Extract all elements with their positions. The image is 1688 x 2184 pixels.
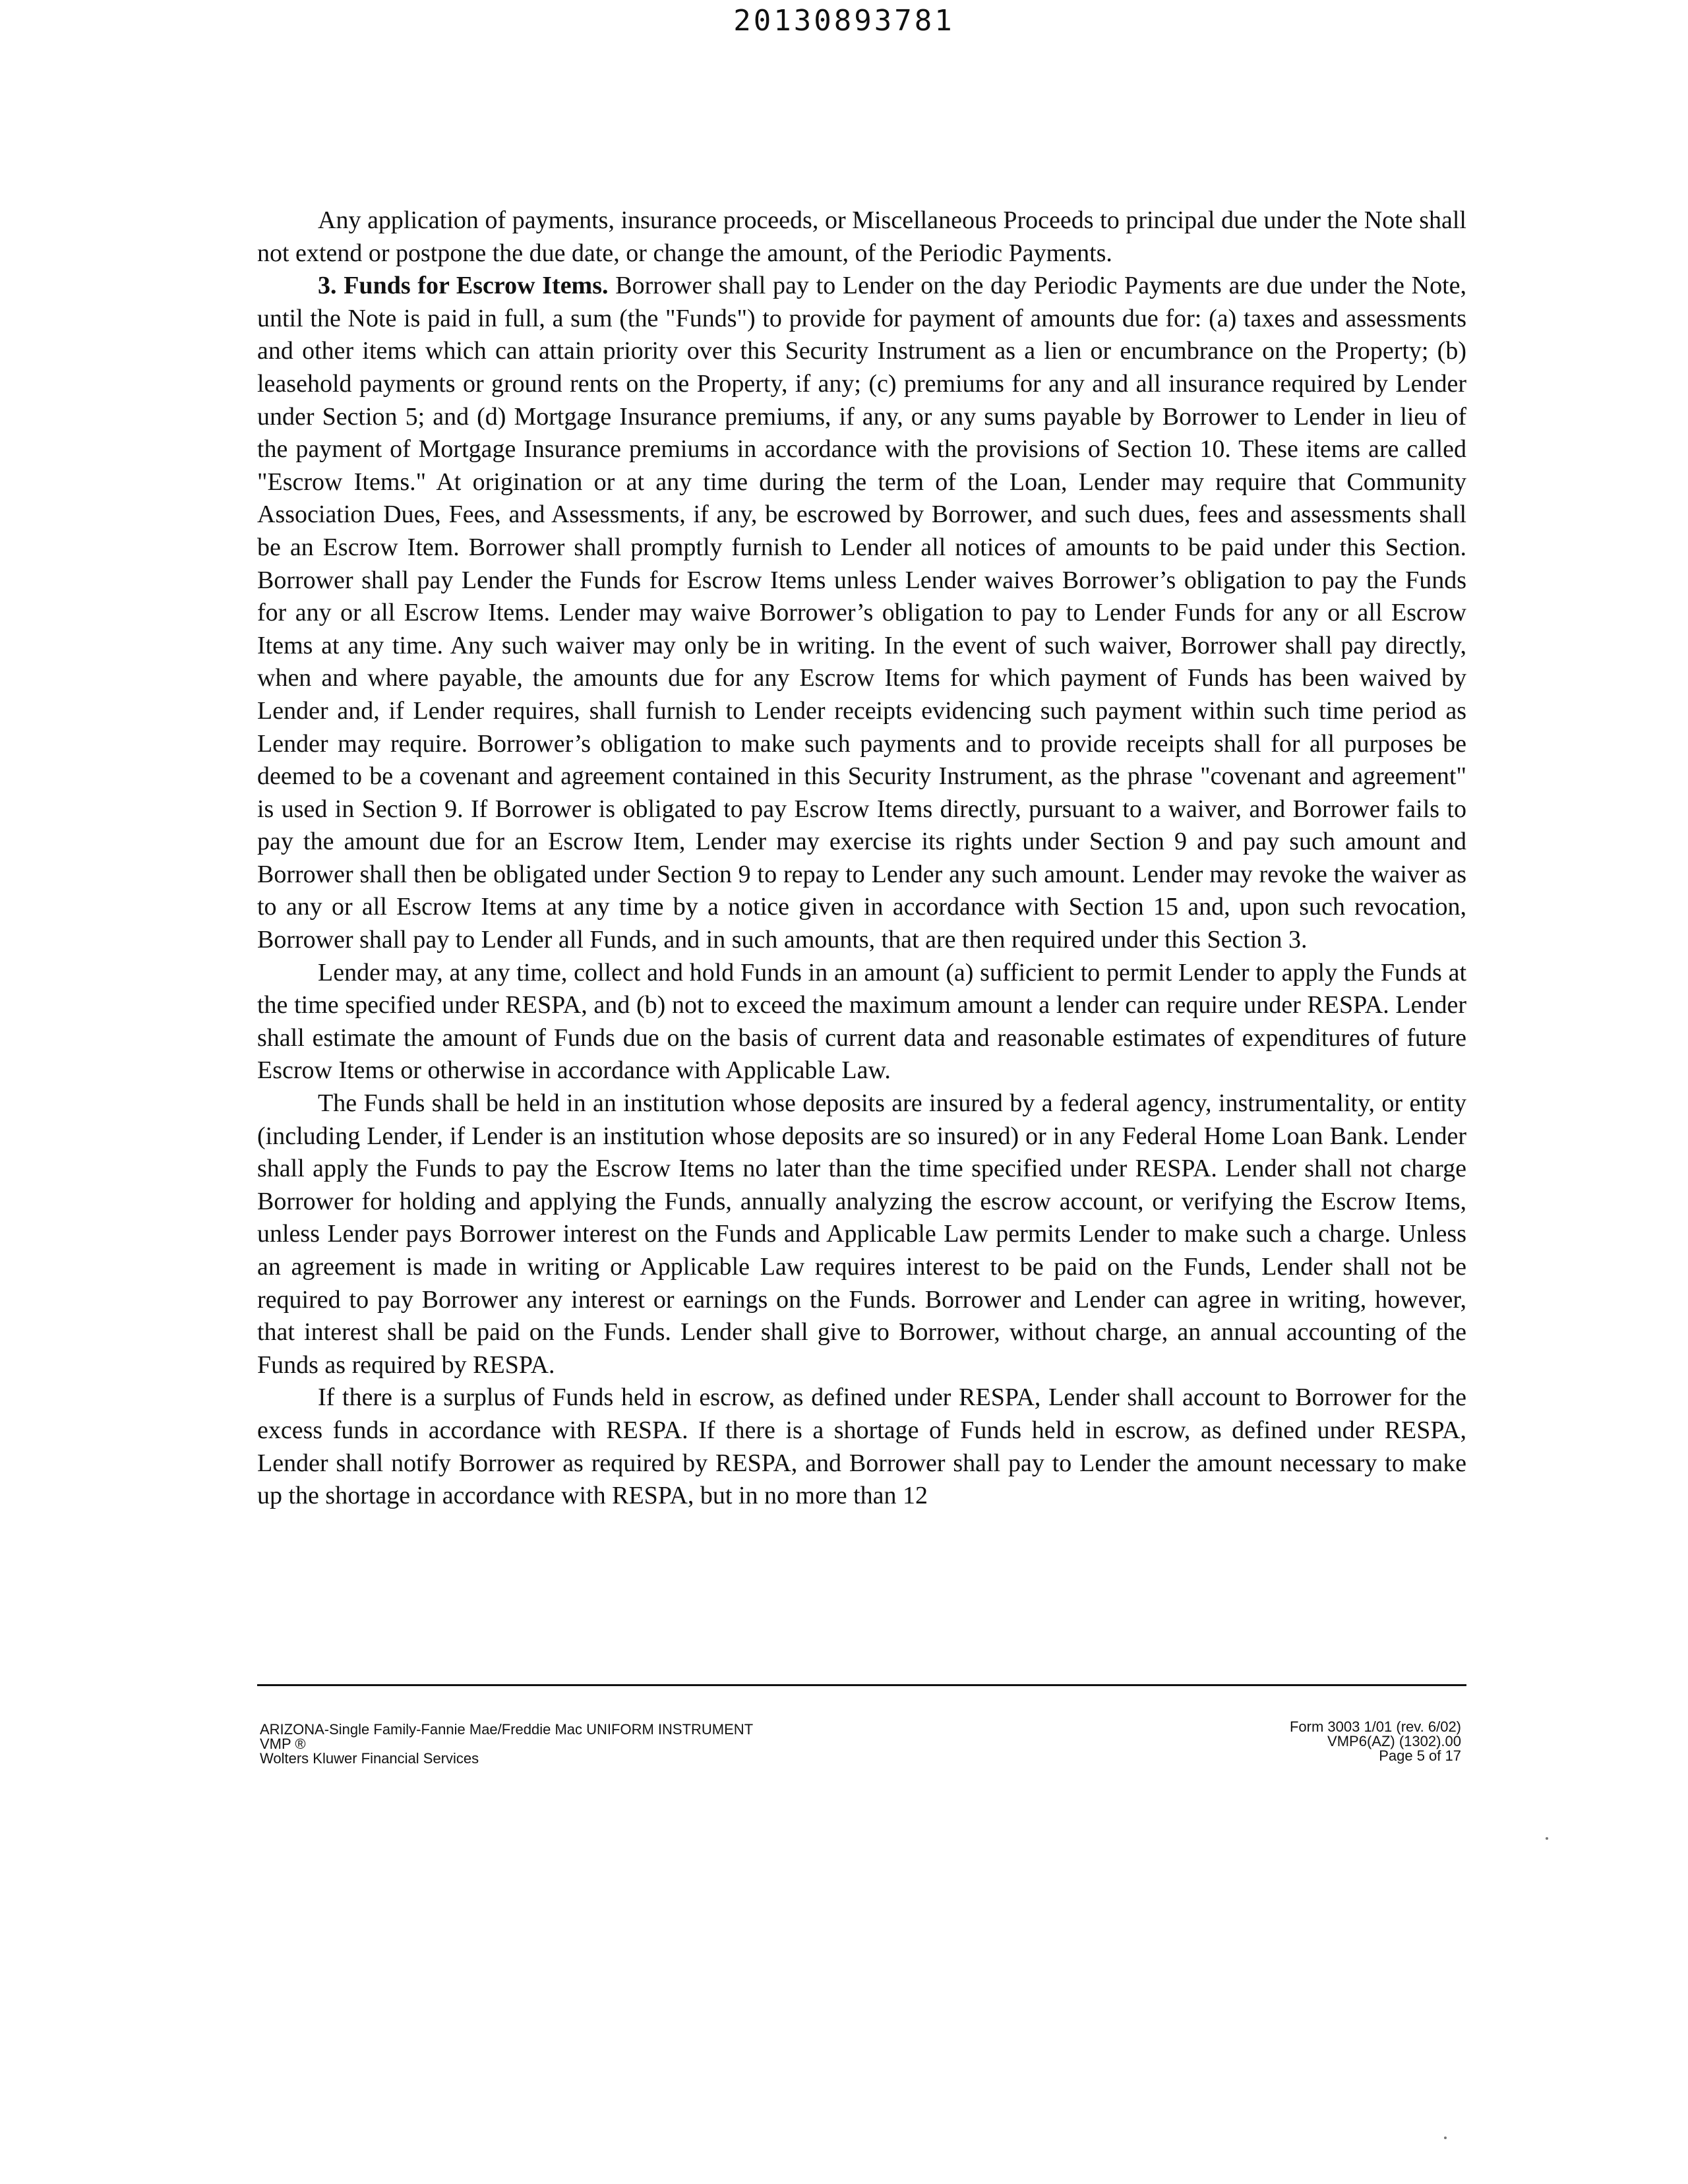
body-text [257, 204, 1466, 1513]
paragraph-application-of-payments: Any application of payments, insurance proceeds, or Miscellaneous Proceeds to principal due under the Note shall not extend or postpone the due date, or change the amount, of the Periodic Payments. [257, 206, 1466, 267]
scan-speck [1444, 2137, 1447, 2139]
footer-page-number: Page 5 of 17 [1379, 1747, 1461, 1764]
section-text-escrow-items: Borrower shall pay to Lender on the day Periodic Payments are due under the Note, until the Note is paid in full, a sum (the "Funds") to provide for payment of amounts due for: (a) taxes and assessments and other items which can attain priority over this Security Instrument as a lien or encumbrance on the Property; (b) leasehold payments or ground rents on the Property, if any; (c) premiums for any and all insurance required by Lender under Section 5; and (d) Mortgage Insurance premiums, if any, or any sums payable by Borrower to Lender in lieu of the payment of Mortgage Insurance premiums in accordance with the provisions of Section 10. These items are called "Escrow Items." At origination or at any time during the term of the Loan, Lender may require that Community Association Dues, Fees, and Assessments, if any, be escrowed by Borrower, and such dues, fees and assessments shall be an Escrow Item. Borrower shall promptly furnish to Lender all notices of amounts to be paid under this Section. Borrower shall pay Lender the Funds for Escrow Items unless Lender waives Borrower’s obligation to pay the Funds for any or all Escrow Items. Lender may waive Borrower’s obligation to pay to Lender Funds for any or all Escrow Items at any time. Any such waiver may only be in writing. In the event of such waiver, Borrower shall pay directly, when and where payable, the amounts due for any Escrow Items for which payment of Funds has been waived by Lender and, if Lender requires, shall furnish to Lender receipts evidencing such payment within such time period as Lender may require. Borrower’s obligation to make such payments and to provide receipts shall for all purposes be deemed to be a covenant and agreement contained in this Security Instrument, as the phrase "covenant and agreement" is used in Section 9. If Borrower is obligated to pay Escrow Items directly, pursuant to a waiver, and Borrower fails to pay the amount due for an Escrow Item, Lender may exercise its rights under Section 9 and pay such amount and Borrower shall then be obligated under Section 9 to repay to Lender any such amount. Lender may revoke the waiver as to any or all Escrow Items at any time by a notice given in accordance with Section 15 and, upon such revocation, Borrower shall pay to Lender all Funds, and in such amounts, that are then required under this Section 3. [257, 272, 1466, 954]
footer-left [260, 1722, 919, 1766]
footer-vmp-mark: VMP ® [260, 1736, 306, 1752]
paragraph-surplus-of-funds: If there is a surplus of Funds held in escrow, as defined under RESPA, Lender shall account to Borrower for the excess funds in accordance with RESPA. If there is a shortage of Funds held in escrow, as defined under RESPA, Lender shall notify Borrower as required by RESPA, and Borrower shall pay to Lender the amount necessary to make up the shortage in accordance with RESPA, but in no more than 12 [257, 1383, 1466, 1510]
document-number: 20130893781 [733, 4, 955, 38]
scan-speck [1546, 1837, 1548, 1840]
paragraph-funds-held-in-institution: The Funds shall be held in an institution whose deposits are insured by a federal agency, instrumentality, or entity (including Lender, if Lender is an institution whose deposits are so insured) or in any Federal Home Loan Bank. Lender shall apply the Funds to pay the Escrow Items no later than the time specified under RESPA. Lender shall not charge Borrower for holding and applying the Funds, annually analyzing the escrow account, or verifying the Escrow Items, unless Lender pays Borrower interest on the Funds and Applicable Law permits Lender to make such a charge. Unless an agreement is made in writing or Applicable Law requires interest to be paid on the Funds, Lender shall not be required to pay Borrower any interest or earnings on the Funds. Borrower and Lender can agree in writing, however, that interest shall be paid on the Funds. Lender shall give to Borrower, without charge, an annual accounting of the Funds as required by RESPA. [257, 1089, 1466, 1379]
paragraph-collect-and-hold-funds: Lender may, at any time, collect and hold Funds in an amount (a) sufficient to permit Lender to apply the Funds at the time specified under RESPA, and (b) not to exceed the maximum amount a lender can require under RESPA. Lender shall estimate the amount of Funds due on the basis of current data and reasonable estimates of expenditures of future Escrow Items or otherwise in accordance with Applicable Law. [257, 958, 1466, 1085]
footer-right [1121, 1720, 1461, 1763]
footer-form-number: Form 3003 1/01 (rev. 6/02) [1289, 1718, 1461, 1735]
footer-instrument-name: ARIZONA-Single Family-Fannie Mae/Freddie Mac UNIFORM INSTRUMENT [260, 1721, 754, 1738]
footer-vmp-code: VMP6(AZ) (1302).00 [1327, 1733, 1461, 1749]
paragraph-funds-for-escrow-items [257, 270, 1466, 956]
footer-divider [257, 1684, 1466, 1686]
section-heading-escrow-items: 3. Funds for Escrow Items. [318, 272, 609, 300]
footer-publisher: Wolters Kluwer Financial Services [260, 1750, 479, 1767]
